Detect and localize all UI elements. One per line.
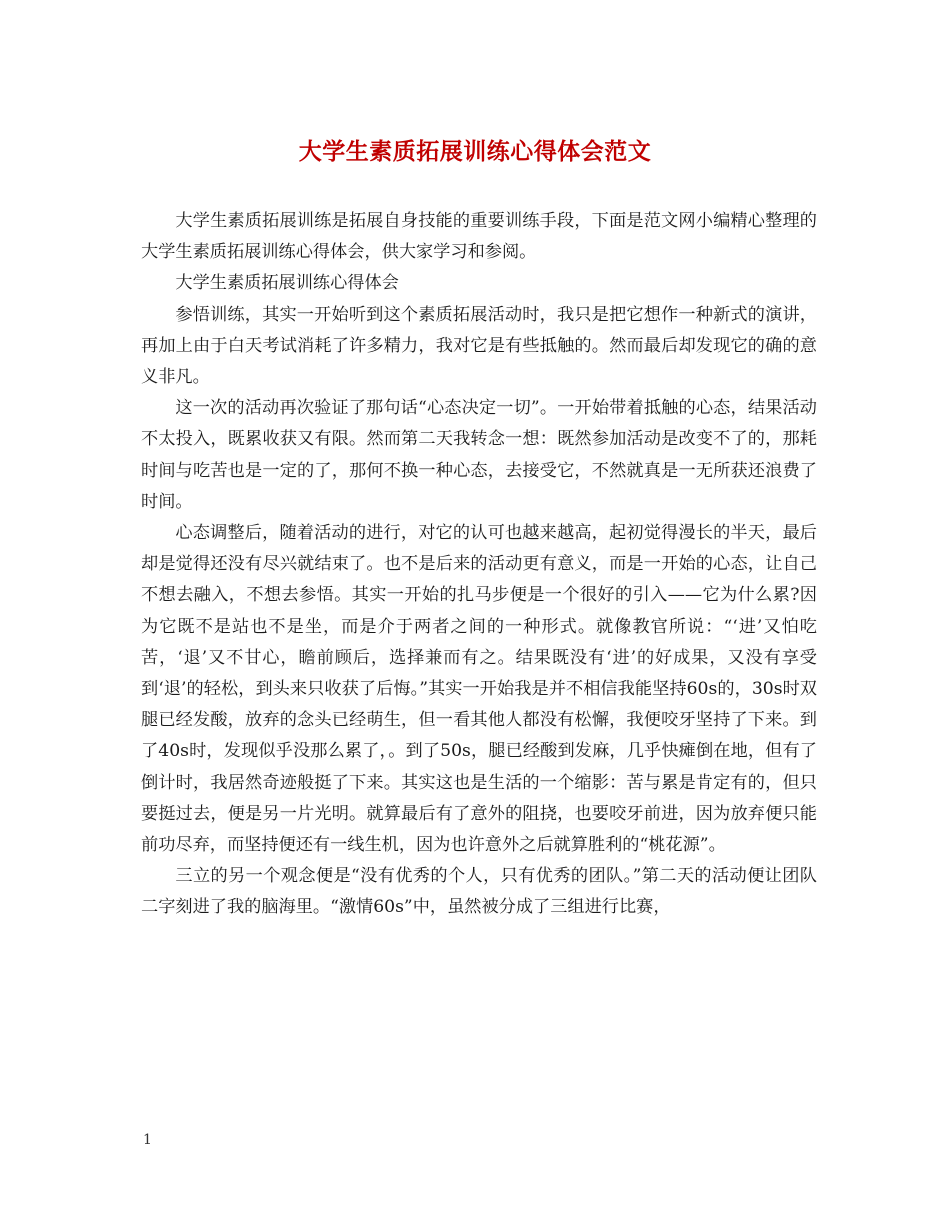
page-number: 1 <box>143 1132 152 1148</box>
paragraph-subheading: 大学生素质拓展训练心得体会 <box>175 273 399 294</box>
paragraph-2: 这一次的活动再次验证了那句话“心态决定一切”。一开始带着抵触的心态，结果活动不太投入，既累收获又有限。然而第二天我转念一想：既然参加活动是改变不了的，那耗时间与吃苦也是一定的了，那何不换一种心态，去接受它，不然就真是一无所获还浪费了时间。 <box>141 398 817 512</box>
document-title: 大学生素质拓展训练心得体会范文 <box>298 138 652 165</box>
paragraph-intro: 大学生素质拓展训练是拓展自身技能的重要训练手段，下面是范文网小编精心整理的大学生素质拓展训练心得体会，供大家学习和参阅。 <box>141 211 817 263</box>
paragraph-1: 参悟训练，其实一开始听到这个素质拓展活动时，我只是把它想作一种新式的演讲，再加上由于白天考试消耗了许多精力，我对它是有些抵触的。然而最后却发现它的确的意义非凡。 <box>141 304 817 388</box>
paragraph-3: 心态调整后，随着活动的进行，对它的认可也越来越高，起初觉得漫长的半天，最后却是觉得还没有尽兴就结束了。也不是后来的活动更有意义，而是一开始的心态，让自己不想去融入，不想去参悟。其实一开始的扎马步便是一个很好的引入——它为什么累?因为它既不是站也不是坐，而是介于两者之间的一种形式。就像教官所说：“‘进’又怕吃苦，‘退’又不甘心，瞻前顾后，选择兼而有之。结果既没有‘进’的好成果，又没有享受到‘退’的轻松，到头来只收获了后悔。”其实一开始我是并不相信我能坚持60s的，30s时双腿已经发酸，放弃的念头已经萌生，但一看其他人都没有松懈，我便咬牙坚持了下来。到了40s时，发现似乎没那么累了，。到了50s，腿已经酸到发麻，几乎快瘫倒在地，但有了倒计时，我居然奇迹般挺了下来。其实这也是生活的一个缩影：苦与累是肯定有的，但只要挺过去，便是另一片光明。就算最后有了意外的阻挠，也要咬牙前进，因为放弃便只能前功尽弃，而坚持便还有一线生机，因为也许意外之后就算胜利的“桃花源”。 <box>141 523 817 856</box>
paragraph-4: 三立的另一个观念便是“没有优秀的个人，只有优秀的团队。”第二天的活动便让团队二字刻进了我的脑海里。“激情60s”中，虽然被分成了三组进行比赛， <box>141 866 817 918</box>
document-body <box>141 206 817 924</box>
